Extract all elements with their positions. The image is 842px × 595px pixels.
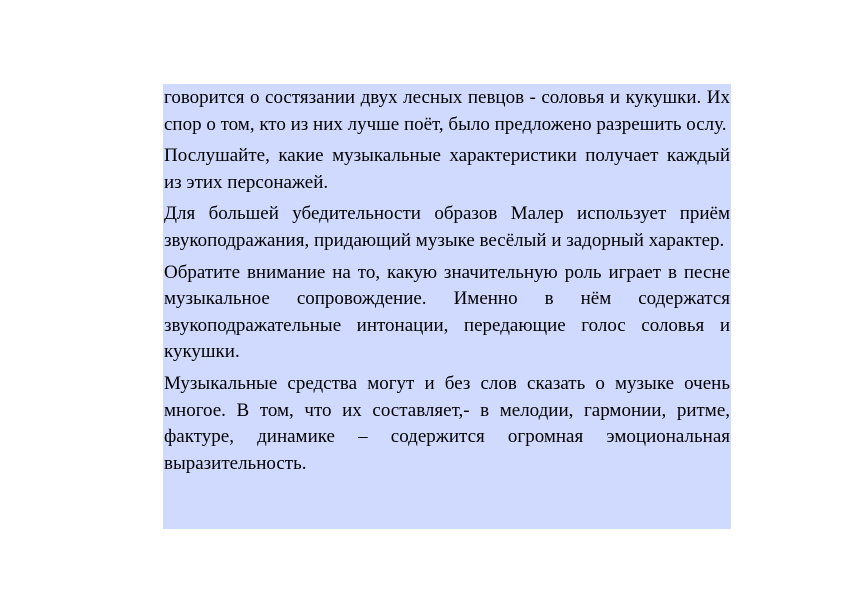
paragraph-5: Музыкальные средства могут и без слов сказать о музыке очень многое. В том, что их составляет,- в мелодии, гармонии, ритме, фактуре, динамике – содержится огромная эмоциональная выразительность.: [164, 372, 730, 474]
paragraph-3: Для большей убедительности образов Малер использует приём звукоподражания, придающий музыке весёлый и задорный характер.: [164, 203, 730, 251]
text-box: [163, 84, 731, 529]
paragraph-4: Обратите внимание на то, какую значительную роль играет в песне музыкальное сопровождение. Именно в нём содержатся звукоподражательные интонации, передающие голос соловья и кукушки.: [164, 261, 730, 363]
paragraph-2: Послушайте, какие музыкальные характеристики получает каждый из этих персонажей.: [164, 145, 730, 193]
paragraph-1: говорится о состязании двух лесных певцов - соловья и кукушки. Их спор о том, кто из них лучше поёт, было предложено разрешить ослу.: [164, 87, 730, 135]
